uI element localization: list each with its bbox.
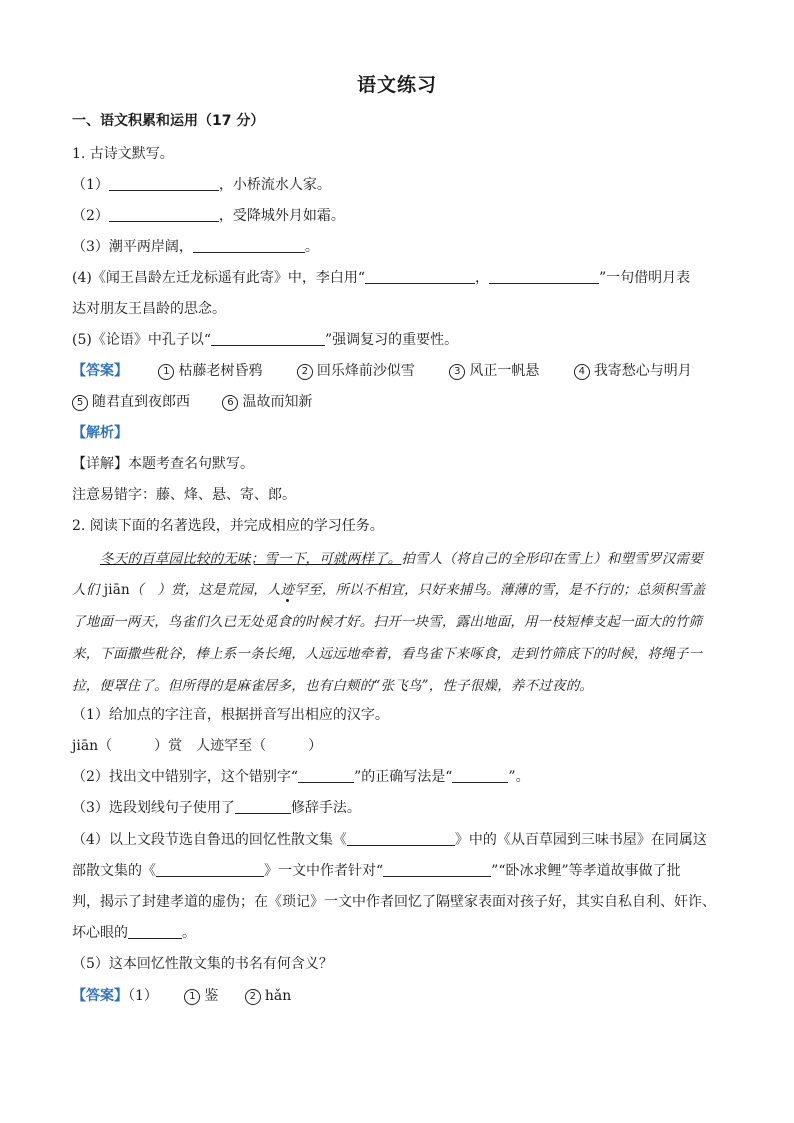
q1-part4-line2: 达对朋友王昌龄的思念。 bbox=[72, 301, 226, 317]
q1-part2-blank[interactable] bbox=[109, 207, 219, 222]
q2-sub2-text-a: （2）找出文中错别字，这个错别字“ bbox=[72, 769, 299, 785]
q1-part1-num: （1） bbox=[72, 177, 109, 193]
answer-item bbox=[449, 360, 539, 380]
q1-part1 bbox=[72, 174, 331, 194]
q2-sub4-line4 bbox=[72, 922, 196, 942]
q2-sub2 bbox=[72, 766, 530, 786]
q2-sub4-blank-c[interactable] bbox=[383, 862, 491, 877]
q1-part4-blank-b[interactable] bbox=[489, 269, 599, 284]
answer-text: 温故而知新 bbox=[242, 394, 313, 410]
q2-sub5: （5）这本回忆性散文集的书名有何含义？ bbox=[72, 956, 333, 972]
answer-item bbox=[72, 391, 190, 411]
answer-tag: 【答案】 bbox=[72, 363, 128, 379]
q1-part4-text-b: ， bbox=[475, 270, 489, 286]
q1-part3-text: （3）潮平两岸阔， bbox=[72, 239, 193, 255]
passage-line bbox=[72, 578, 705, 598]
q1-part2-num: （2） bbox=[72, 208, 109, 224]
q1-part3 bbox=[72, 236, 319, 256]
q2-sub1-blanks: jiān（ ）赏 人迹罕至（ ） bbox=[72, 738, 323, 754]
answer-item bbox=[574, 360, 692, 380]
answer-item bbox=[245, 988, 291, 1005]
q1-stem: 1. 古诗文默写。 bbox=[72, 146, 174, 162]
q1-part4 bbox=[72, 267, 690, 287]
answer-item bbox=[158, 360, 262, 380]
q2-sub4-text-f: 坏心眼的 bbox=[72, 925, 128, 941]
q1-part4-text-c: ”一句借明月表 bbox=[599, 270, 691, 286]
page-title: 语文练习 bbox=[356, 74, 437, 96]
analysis-tag: 【解析】 bbox=[72, 425, 128, 441]
circled-number: 2 bbox=[297, 364, 313, 380]
answer-text: 枯藤老树昏鸦 bbox=[178, 363, 263, 379]
q1-part1-text: ，小桥流水人家。 bbox=[218, 177, 331, 193]
q1-part4-blank-a[interactable] bbox=[365, 269, 475, 284]
answer-item bbox=[184, 985, 218, 1005]
passage-text: （ ）赏，这是荒园，人 bbox=[129, 582, 281, 598]
q2-sub1: （1）给加点的字注音，根据拼音写出相应的汉字。 bbox=[72, 707, 389, 723]
q1-answer-line2 bbox=[72, 391, 312, 411]
passage-line bbox=[100, 547, 703, 567]
circled-number: 6 bbox=[222, 395, 238, 411]
passage-text: 人们 bbox=[72, 582, 104, 598]
q2-sub4-text-c: 部散文集的《 bbox=[72, 863, 156, 879]
answer-text: 我寄愁心与明月 bbox=[593, 363, 692, 379]
q2-sub3-blank[interactable] bbox=[235, 799, 291, 814]
q2-answer bbox=[72, 985, 291, 1005]
answer-item bbox=[222, 391, 312, 411]
q2-sub4-blank-a[interactable] bbox=[347, 831, 455, 846]
q1-detail: 【详解】本题考查名句默写。 bbox=[72, 456, 254, 472]
q2-sub4-blank-d[interactable] bbox=[128, 924, 182, 939]
q1-part4-text-a: (4)《闻王昌龄左迁龙标遥有此寄》中，李白用“ bbox=[72, 270, 365, 286]
q2-sub4-text-g: 。 bbox=[182, 925, 196, 941]
q1-part5 bbox=[72, 329, 458, 349]
passage-line: 来，下面撒些秕谷，棒上系一条长绳，人远远地牵着，看鸟雀下来啄食，走到竹筛底下的时候，将绳子一 bbox=[72, 646, 703, 662]
circled-number: 2 bbox=[245, 989, 261, 1005]
circled-number: 4 bbox=[574, 364, 590, 380]
q1-part2 bbox=[72, 205, 345, 225]
q2-sub2-blank-a[interactable] bbox=[298, 768, 354, 783]
q1-part3-end: 。 bbox=[304, 239, 319, 255]
answer-tag: 【答案】 bbox=[72, 988, 128, 1004]
q2-sub3 bbox=[72, 797, 361, 817]
circled-number: 5 bbox=[72, 395, 88, 411]
answer-text: 随君直到夜郎西 bbox=[92, 394, 190, 410]
q2-sub4-line3: 判，揭示了封建孝道的虚伪；在《琐记》一文中作者回忆了隔壁家表面对孩子好，其实自私自利、奸诈、 bbox=[72, 894, 716, 910]
section-heading: 一、语文积累和运用（17 分） bbox=[72, 113, 265, 129]
passage-text: 罕至，所以不相宜，只好来捕鸟。薄薄的雪，是不行的；总须积雪盖 bbox=[294, 582, 706, 598]
q1-part5-blank[interactable] bbox=[211, 331, 325, 346]
answer-text: 回乐烽前沙似雪 bbox=[316, 363, 415, 379]
passage-line: 了地面一两天，鸟雀们久已无处觅食的时候才好。扫开一块雪，露出地面，用一枝短棒支起一面大的竹筛 bbox=[72, 614, 703, 630]
q2-sub4-line2 bbox=[72, 860, 681, 880]
q2-sub4-blank-b[interactable] bbox=[156, 862, 264, 877]
circled-number: 1 bbox=[158, 364, 174, 380]
q2-sub3-text-a: （3）选段划线句子使用了 bbox=[72, 800, 235, 816]
answer-text: hǎn bbox=[264, 988, 292, 1004]
q1-part5-text-a: (5)《论语》中孔子以“ bbox=[72, 332, 211, 348]
q2-sub4-text-b: 》中的《从百草园到三味书屋》在同属这 bbox=[454, 832, 707, 848]
passage-line: 拉，便罩住了。但所得的是麻雀居多，也有白颊的“张飞鸟”，性子很燥，养不过夜的。 bbox=[72, 678, 594, 694]
q1-note: 注意易错字：藤、烽、悬、寄、郎。 bbox=[72, 487, 296, 503]
answer-text: 风正一帆悬 bbox=[469, 363, 540, 379]
passage-dotted-char: 迹 bbox=[280, 582, 295, 598]
circled-number: 1 bbox=[184, 989, 200, 1005]
answer-intro: （1） bbox=[128, 988, 158, 1004]
passage-text: 拍雪人（将自己的全形印在雪上）和塑雪罗汉需要 bbox=[401, 551, 703, 567]
passage-underlined-sentence: 冬天的百草园比较的无味；雪一下，可就两样了。 bbox=[100, 551, 402, 567]
q1-part5-text-b: ”强调复习的重要性。 bbox=[325, 332, 459, 348]
q1-part3-blank[interactable] bbox=[193, 238, 305, 253]
circled-number: 3 bbox=[449, 364, 465, 380]
answer-item bbox=[297, 360, 415, 380]
q1-answer-line1 bbox=[72, 360, 692, 380]
q2-sub2-text-b: ”的正确写法是“ bbox=[354, 769, 453, 785]
q2-sub4-text-d: 》一文中作者针对“ bbox=[264, 863, 384, 879]
q2-sub4 bbox=[72, 829, 707, 849]
q1-part1-blank[interactable] bbox=[109, 176, 219, 191]
q1-part2-text: ，受降城外月如霜。 bbox=[218, 208, 345, 224]
q2-sub4-text-a: （4）以上文段节选自鲁迅的回忆性散文集《 bbox=[72, 832, 347, 848]
answer-text: 鉴 bbox=[204, 988, 219, 1004]
q2-stem: 2. 阅读下面的名著选段，并完成相应的学习任务。 bbox=[72, 518, 384, 534]
q2-sub3-text-b: 修辞手法。 bbox=[290, 800, 361, 816]
q2-sub2-blank-b[interactable] bbox=[452, 768, 508, 783]
passage-pinyin: jiān bbox=[103, 582, 130, 598]
q2-sub4-text-e: ”“卧冰求鲤”等孝道故事做了批 bbox=[491, 863, 681, 879]
q2-sub2-text-c: ”。 bbox=[508, 769, 530, 785]
